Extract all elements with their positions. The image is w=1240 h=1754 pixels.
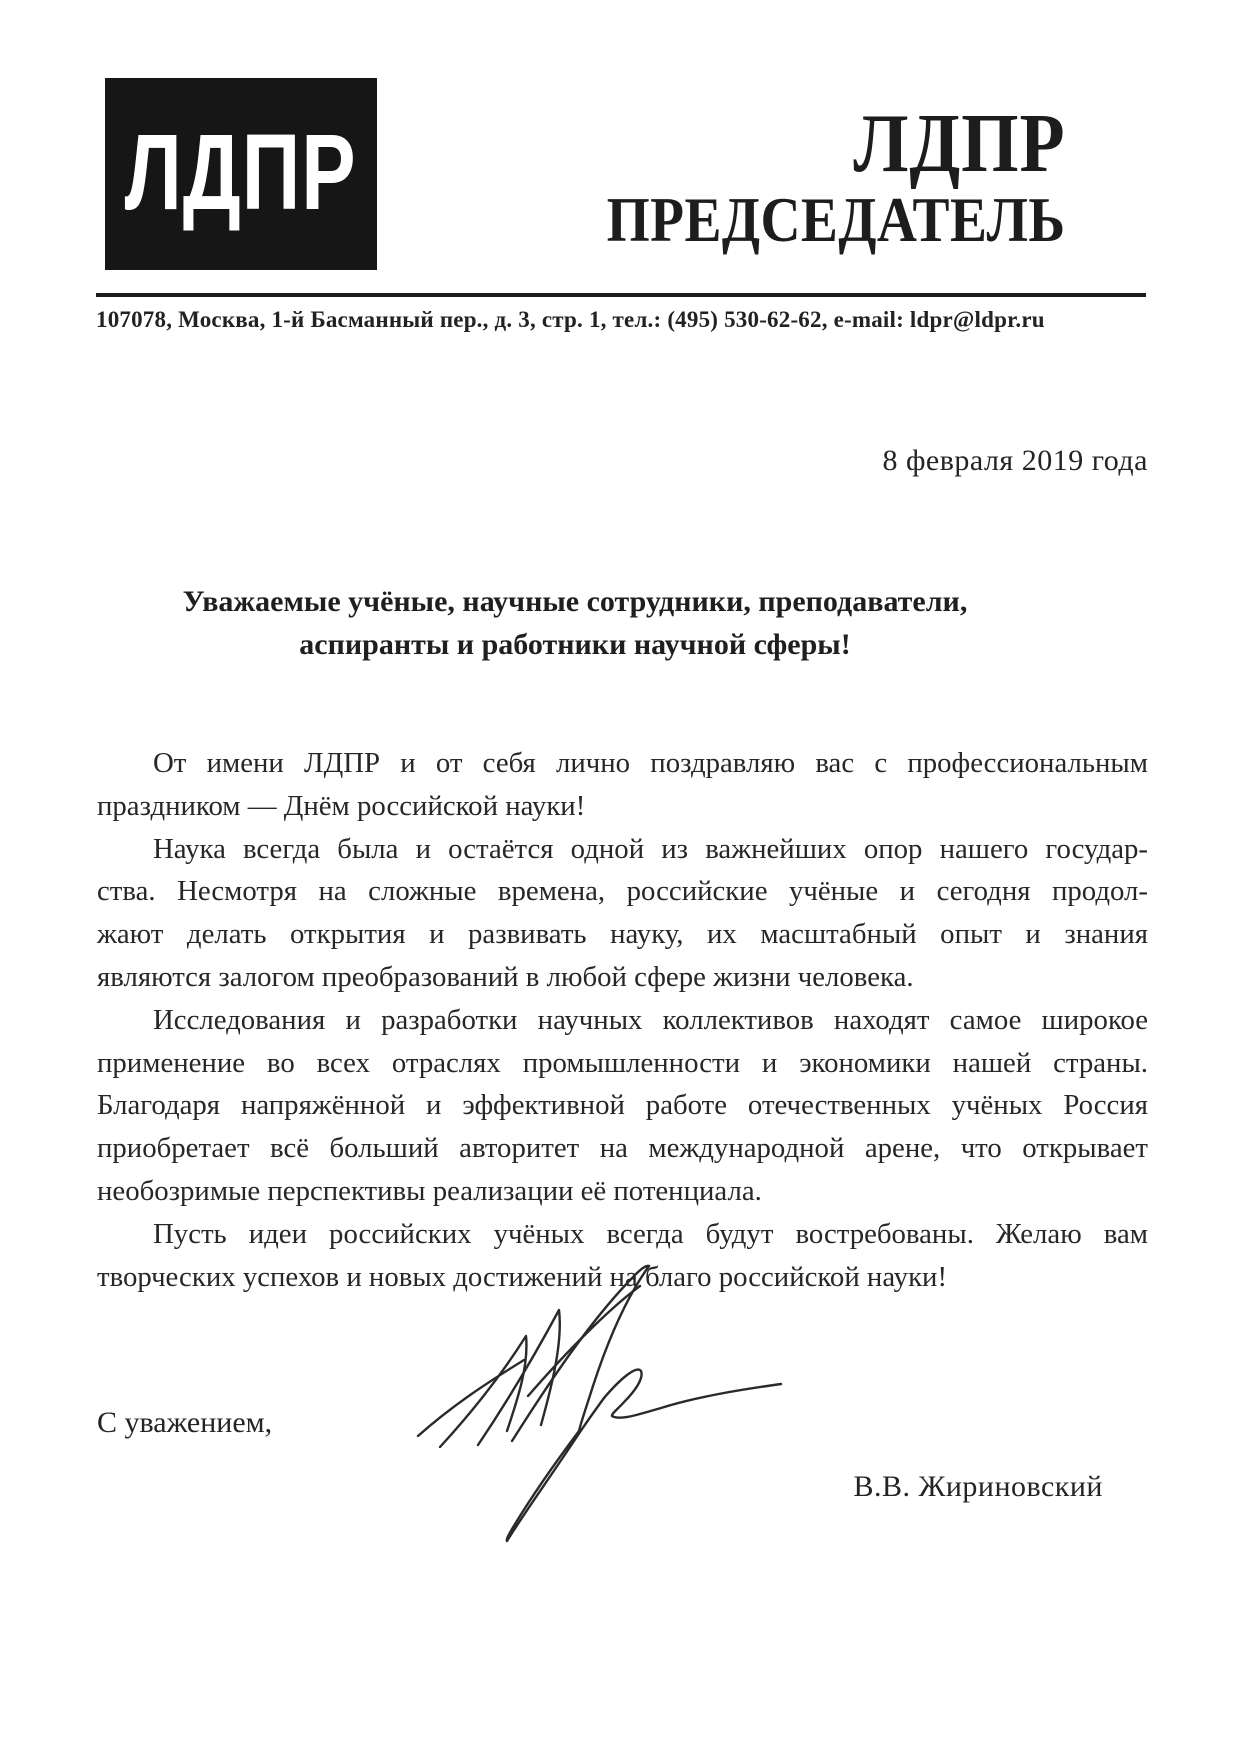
masthead xyxy=(544,97,1065,256)
body-line: ства. Несмотря на сложные времена, российские учёные и сегодня продол- xyxy=(97,875,1148,908)
body-line: необозримые перспективы реализации её потенциала. xyxy=(97,1174,762,1207)
body-line: являются залогом преобразований в любой сфере жизни человека. xyxy=(97,960,914,993)
salutation-line: Уважаемые учёные, научные сотрудники, преподаватели, xyxy=(182,585,968,618)
ldpr-logo-text: ЛДПР xyxy=(124,111,358,232)
salutation xyxy=(97,580,1148,666)
body-line: Пусть идеи российских учёных всегда будут востребованы. Желаю вам xyxy=(153,1217,1148,1250)
body-line: творческих успехов и новых достижений на благо российской науки! xyxy=(97,1260,948,1293)
body-line: Исследования и разработки научных коллективов находят самое широкое xyxy=(153,1003,1148,1036)
body-line: приобретает всё больший авторитет на международной арене, что открывает xyxy=(97,1132,1148,1165)
masthead-role: ПРЕДСЕДАТЕЛЬ xyxy=(606,185,1065,255)
signer-name: В.В. Жириновский xyxy=(853,1470,1103,1503)
closing-line: С уважением, xyxy=(97,1406,273,1439)
body-line: применение во всех отраслях промышленности и экономики нашей страны. xyxy=(97,1046,1148,1079)
letter-date: 8 февраля 2019 года xyxy=(882,444,1148,477)
letterhead-address: 107078, Москва, 1-й Басманный пер., д. 3, стр. 1, тел.: (495) 530-62-62, e-mail: ldpr@ldpr.ru xyxy=(96,307,1045,332)
letterhead-divider xyxy=(96,293,1146,297)
body-line: Наука всегда была и остаётся одной из важнейших опор нашего государ- xyxy=(153,832,1148,865)
masthead-org-name: ЛДПР xyxy=(852,97,1065,190)
body-line: праздником — Днём российской науки! xyxy=(97,789,586,822)
signature-image xyxy=(378,1200,790,1552)
body-line: От имени ЛДПР и от себя лично поздравляю вас с профессиональным xyxy=(153,747,1148,779)
ldpr-logo xyxy=(105,78,377,270)
salutation-line: аспиранты и работники научной сферы! xyxy=(299,628,851,661)
body-line: Благодаря напряжённой и эффективной работе отечественных учёных Россия xyxy=(97,1089,1148,1122)
body-line: жают делать открытия и развивать науку, их масштабный опыт и знания xyxy=(97,918,1148,951)
